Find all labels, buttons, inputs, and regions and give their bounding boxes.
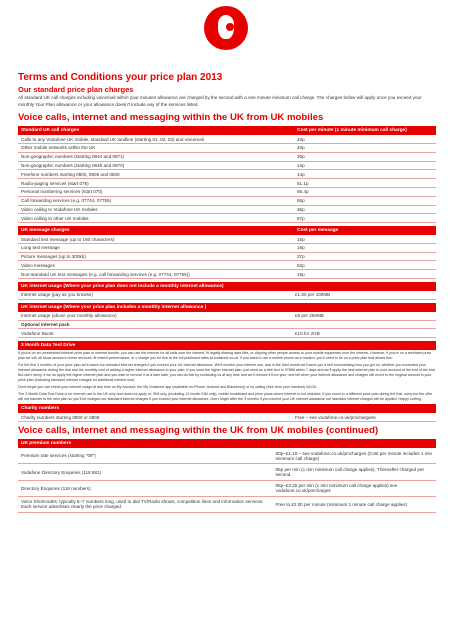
calls-header-cost: Cost per minute (1 minute minimum call charge) (294, 126, 436, 135)
cell-cost: 16p (294, 243, 436, 252)
table-row (18, 205, 436, 214)
cell-cost: 35p (294, 152, 436, 161)
cell-cost: 85p–£3.25 per min (1 min minimum call charge applies) see vodafone.co.uk/pmcharges (273, 480, 436, 496)
table-row (18, 464, 436, 480)
cell-service: Premium rate services (starting "09") (18, 448, 273, 464)
row-value: Free – see vodafone.co.uk/pmchargess (295, 414, 376, 420)
cell-service: Freefone numbers starting 0800, 0808 and 0500 (18, 170, 294, 179)
table-row (18, 243, 436, 252)
optional-pack-label: Optional internet pack (18, 321, 436, 330)
charity-header: Charity numbers (18, 404, 436, 413)
cell-service: Directory Enquiries (118 numbers) (18, 480, 273, 496)
table-row (18, 144, 436, 153)
table-row (18, 235, 436, 243)
cell-cost: 37p (294, 252, 436, 261)
calls-header-type: Standard UK call charges (18, 126, 294, 135)
table-row (18, 252, 436, 261)
messages-header-type: UK message charges (18, 226, 294, 235)
row-label: Internet usage (pay as you browse) (21, 292, 94, 298)
cell-cost: 57p (294, 214, 436, 223)
cell-cost: 60p–£2.10 – see vodafone.co.uk/pmcharges (Cost per minute includes 1 min minimum call charge) (273, 448, 436, 464)
internet-nobundle-header: UK internet usage (Where your price plan does not include a monthly internet allowance) (18, 282, 436, 291)
cell-service: Radio-paging services (start 076) (18, 179, 294, 188)
row-value: £10 for 2GB (295, 330, 320, 336)
cell-cost: 51.1p (294, 179, 436, 188)
cell-cost: 15p (294, 270, 436, 279)
cell-cost: 14p (294, 170, 436, 179)
row-value: £6 per 250MB (295, 313, 324, 319)
internet-bundle-row (18, 312, 436, 321)
row-value: £1.50 per 100MB (295, 292, 331, 298)
premium-table (18, 439, 436, 513)
cell-service: Other mobile networks within the UK (18, 144, 294, 153)
cell-cost: Free to £2.00 per minute (minimum 1 minute call charge applies) (273, 496, 436, 512)
boost-row (18, 329, 436, 338)
cell-cost: 15p (294, 235, 436, 243)
cell-cost: 40p (294, 135, 436, 143)
table-row (18, 270, 436, 279)
internet-bundle-header: UK internet usage (Where your price plan includes a monthly internet allowance ) (18, 303, 436, 312)
cell-service: Vodafone Directory Enquiries (118 881) (18, 464, 273, 480)
cell-service: Non-geographic numbers (starting 0844 and 0871) (18, 152, 294, 161)
cell-service: Non-standard UK text messages (e.g. call forwarding services (e.g. 07744, 07755)) (18, 270, 294, 279)
cell-cost: 40p (294, 144, 436, 153)
internet-bundle-box (18, 303, 436, 338)
table-row (18, 170, 436, 179)
test-drive-para-2: For the first 3 months of your price plan we'll waive our standard internet charges if you exceed your UK internet allowance. We'll monitor your internet use, and in the third month we'll send you a text summarising how you got on, whether you exceeded your internet allowance during the trial and the monthly cost of adding a higher internet allowance to your plan. If you want the higher internet plan, just send us a free text to 97888 within 7 days and we'll apply the new internet plan to your account at the end of the trial. But don't worry, if we do apply the higher internet plan and you wish to remove it at a later date, you can do this by contacting us at any time and we'll remove it from your next bill when your internet allowance and charges will revert to the original amount in your price plan (including standard internet charges for additional internet use). (18, 363, 436, 383)
row-label: Charity numbers starting 0800 or 0808 (21, 414, 100, 420)
cell-cost: 62p (294, 261, 436, 270)
charity-row (18, 413, 436, 422)
cell-service: Video calling to other UK mobiles (18, 214, 294, 223)
cell-service: Personal numbering services (start 070) (18, 188, 294, 197)
cell-service: Long text message (18, 243, 294, 252)
intro-text: All standard UK call charges including voicemail within your minutes allowance are charged by the second with a one minute minimum call charge. The charges below will apply once you exceed your monthly Your Plan allowance or your allowance doesn't include any of the services listed. (18, 95, 422, 107)
section-title-continued: Voice calls, internet and messaging within the UK from UK mobiles (continued) (18, 425, 379, 437)
test-drive-para-3: Don't forget you can check your internet usage at any time on My Account, the My Vodafone app (available on iPhone, Android and Blackberry) or by calling (free from your handset) 44133. (18, 385, 317, 390)
cell-service: Non-geographic numbers (starting 0845 and 0870) (18, 161, 294, 170)
test-drive-para-4: The 3 Month Data Test Drive is for internet use in the UK only and does not apply to: SIM only (excluding 12 month SIM only), mobile broadband and price plans where internet is not included. If you move to a different price plan during the trial, sorry but the offer will not transfer to the new plan so you'll be charged our standard internet charges if you exceed your internet allowance. Don't forget after the 3 months if you exceed your UK internet allowance our standard internet charges will be applied. Happy surfing. (18, 392, 433, 402)
section-title-uk: Voice calls, internet and messaging within the UK from UK mobiles (18, 112, 324, 124)
row-label: Vodafone Boost (21, 330, 54, 336)
cell-service: Calls to any Vodafone UK mobile, standard UK landline (starting 01, 02, 03) and voicemail (18, 135, 294, 143)
table-row (18, 448, 436, 464)
test-drive-box (18, 341, 436, 402)
table-row (18, 496, 436, 512)
messages-table (18, 226, 436, 279)
page-title: Terms and Conditions your price plan 2013 (18, 72, 223, 83)
internet-nobundle-box (18, 282, 436, 300)
table-row (18, 152, 436, 161)
table-row (18, 261, 436, 270)
test-drive-header: 3 Month Data Test Drive (18, 341, 436, 350)
test-drive-para-1: If you're on an unrestricted internet price plan or internet bundle, you can use the internet for all calls over the internet, fit legally sharing data files, or clipping other people access to your mobile equipment over the internet. However, if you're on a restricted price plan we will, all block access to these services, fit restrict performance, or c charge you for this at the full published rates at vodafone.co.uk. If you want to use a mobile phone as a modem, you'll need to be on a price plan that allows this. (18, 351, 432, 361)
table-row (18, 161, 436, 170)
speechmark-icon (218, 15, 234, 39)
cell-cost: 65p (294, 196, 436, 205)
cell-service: Call forwarding services (e.g. 07744, 07755) (18, 196, 294, 205)
cell-service: Standard text message (up to 160 characters) (18, 235, 294, 243)
cell-service: Voice Shortcodes: typically 5–7 numbers long, used to dial TV/Radio shows, competition lines and information services. Each service advertises clearly the price charged. (18, 496, 273, 512)
row-label: Internet usage (above your monthly allowance) (21, 313, 117, 319)
charity-box (18, 404, 436, 422)
premium-header: UK premium numbers (18, 439, 436, 448)
table-row (18, 179, 436, 188)
table-row (18, 135, 436, 143)
vodafone-logo (204, 6, 248, 50)
table-row (18, 196, 436, 205)
cell-cost: 66.4p (294, 188, 436, 197)
cell-service: Picture messages (up to 300kb) (18, 252, 294, 261)
table-row (18, 188, 436, 197)
internet-nobundle-row (18, 291, 436, 300)
table-row (18, 480, 436, 496)
document-body (18, 72, 436, 513)
calls-table (18, 126, 436, 223)
cell-service: Video messages (18, 261, 294, 270)
table-row (18, 214, 436, 223)
cell-cost: 36p (294, 205, 436, 214)
page-subtitle: Our standard price plan charges (18, 85, 134, 94)
cell-service: Video calling to Vodafone UK mobiles (18, 205, 294, 214)
cell-cost: 14p (294, 161, 436, 170)
cell-cost: 85p per min (1 min minimum call charge applies). Thereafter charged per second. (273, 464, 436, 480)
messages-header-cost: Cost per message (294, 226, 436, 235)
